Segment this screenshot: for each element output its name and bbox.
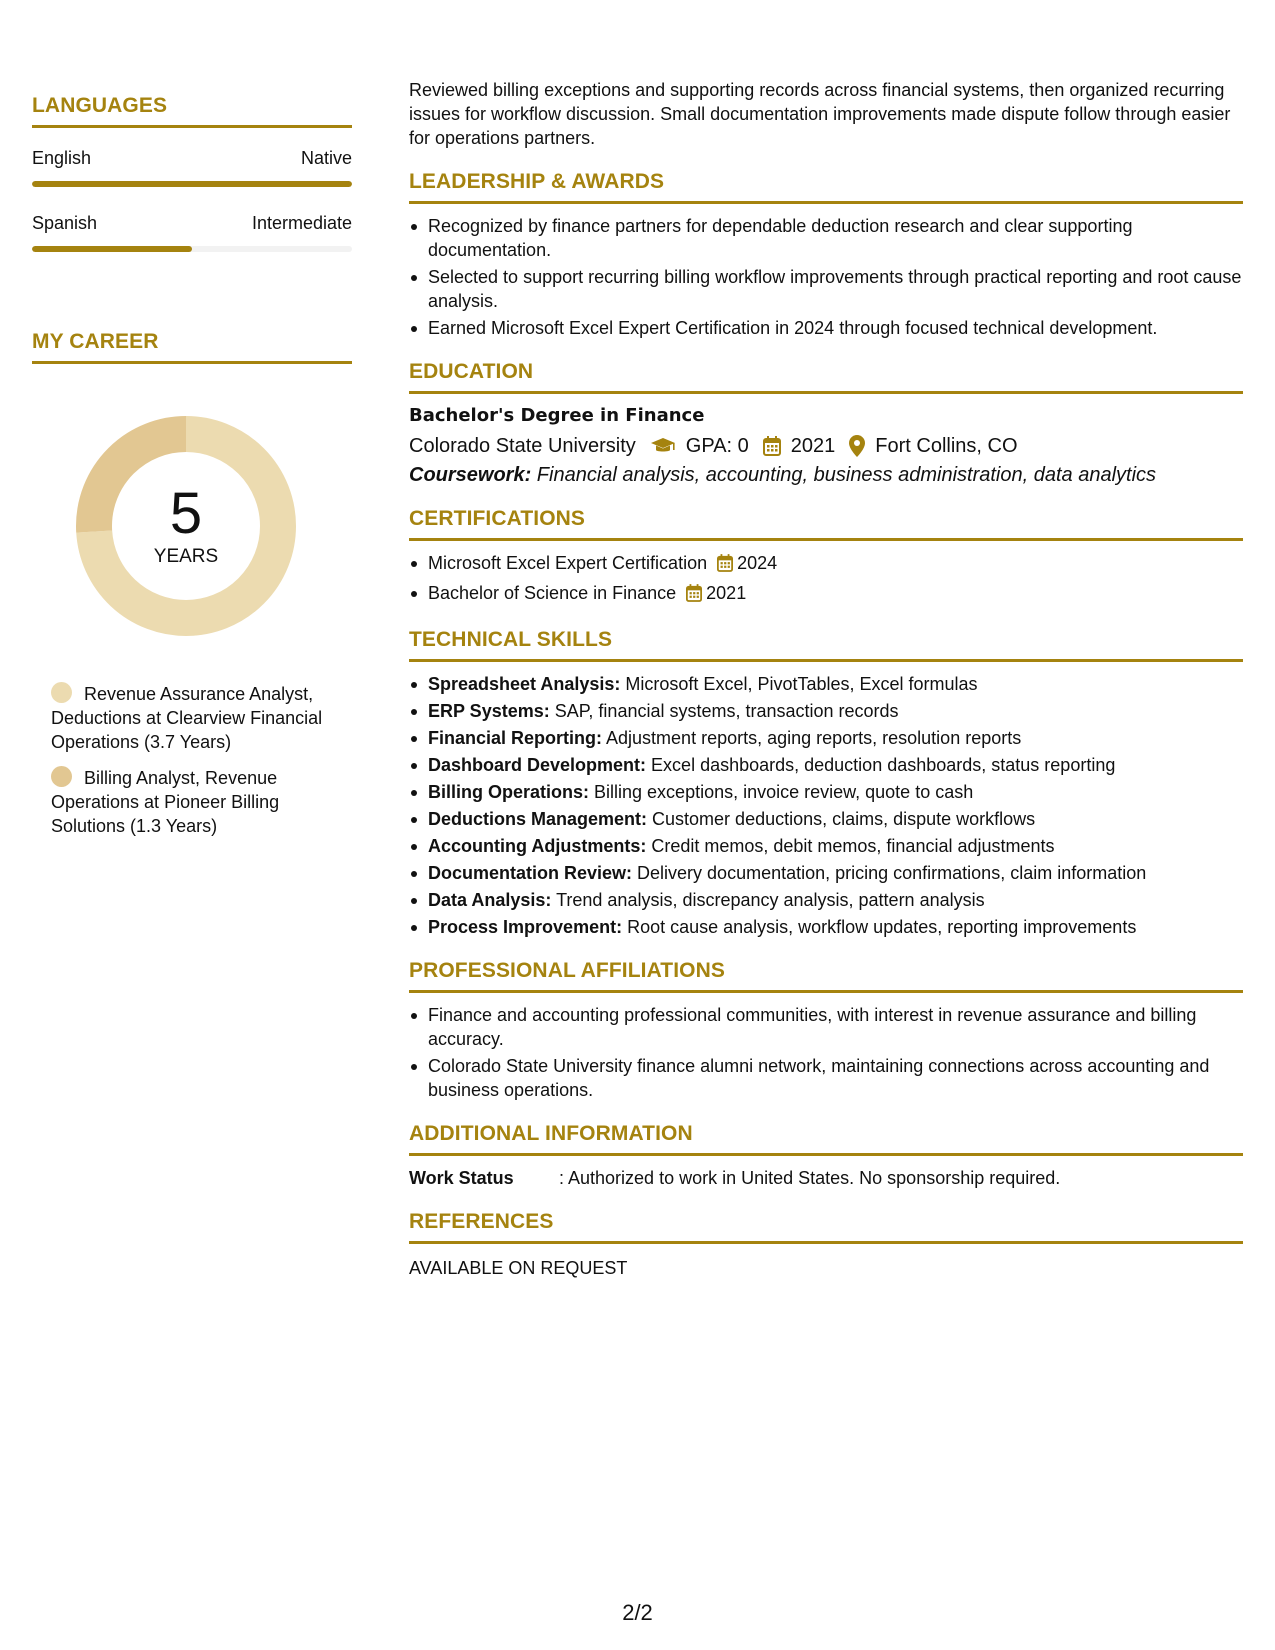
legend-dot <box>51 682 72 703</box>
career-role-item <box>51 766 341 838</box>
section-divider <box>409 990 1243 993</box>
skill-value: Customer deductions, claims, dispute workflows <box>647 809 1036 829</box>
skill-label: Data Analysis: <box>428 890 552 910</box>
skill-value: Excel dashboards, deduction dashboards, status reporting <box>646 755 1116 775</box>
skill-item <box>409 699 1243 723</box>
section-divider <box>32 361 352 364</box>
references-title: REFERENCES <box>409 1210 554 1233</box>
legend-dot <box>51 766 72 787</box>
work-status-value: : Authorized to work in United States. No sponsorship required. <box>559 1168 1061 1188</box>
work-status-row <box>409 1166 1243 1190</box>
section-divider <box>32 125 352 128</box>
total-years-value: 5 <box>169 481 203 546</box>
skill-label: Billing Operations: <box>428 782 590 802</box>
education-section <box>409 360 1243 487</box>
certification-name: Microsoft Excel Expert Certification <box>428 553 708 573</box>
section-divider <box>409 1153 1243 1156</box>
school-location: Fort Collins, CO <box>875 435 1018 457</box>
language-level: Intermediate <box>251 213 352 233</box>
skill-value: Credit memos, debit memos, financial adjustments <box>646 836 1055 856</box>
experience-description: Reviewed billing exceptions and supporting records across financial systems, then organized recurring issues for workflow discussion. Small documentation improvements made dispute follow through easier for operations partners. <box>409 80 1231 148</box>
list-item: Earned Microsoft Excel Expert Certification in 2024 through focused technical development. <box>409 316 1243 340</box>
list-item: Selected to support recurring billing workflow improvements through practical reporting and root cause analysis. <box>409 265 1243 313</box>
affiliations-list <box>409 1003 1243 1102</box>
language-item <box>32 148 352 187</box>
references-text: AVAILABLE ON REQUEST <box>409 1258 628 1278</box>
language-proficiency-fill <box>32 246 192 252</box>
career-role-item <box>51 682 341 754</box>
left-column <box>32 94 352 850</box>
skill-label: Documentation Review: <box>428 863 633 883</box>
gpa: GPA: 0 <box>685 435 749 457</box>
skill-item <box>409 888 1243 912</box>
leadership-title: LEADERSHIP & AWARDS <box>409 170 665 193</box>
coursework-text: Financial analysis, accounting, business administration, data analytics <box>531 464 1157 486</box>
skill-item <box>409 726 1243 750</box>
languages-section <box>32 94 352 252</box>
language-proficiency-bar <box>32 246 352 252</box>
languages-title: LANGUAGES <box>32 94 168 117</box>
skill-item <box>409 753 1243 777</box>
language-name: English <box>32 148 92 168</box>
list-item <box>409 551 1243 578</box>
section-divider <box>409 659 1243 662</box>
skill-value: Delivery documentation, pricing confirmations, claim information <box>632 863 1147 883</box>
certification-year: 2024 <box>737 553 778 573</box>
graduation-cap-icon <box>650 437 676 455</box>
career-role-text: Revenue Assurance Analyst, Deductions at Clearview Financial Operations (3.7 Years) <box>51 684 323 752</box>
education-details <box>409 434 1243 458</box>
school-name: Colorado State University <box>409 435 636 457</box>
career-donut-chart <box>66 406 306 646</box>
skill-label: Spreadsheet Analysis: <box>428 674 621 694</box>
coursework <box>409 463 1243 487</box>
career-title: MY CAREER <box>32 330 159 353</box>
list-item <box>409 581 1243 608</box>
skill-label: ERP Systems: <box>428 701 550 721</box>
skill-item <box>409 672 1243 696</box>
language-item <box>32 213 352 252</box>
leadership-section <box>409 170 1243 340</box>
certification-name: Bachelor of Science in Finance <box>428 583 677 603</box>
skill-value: Trend analysis, discrepancy analysis, pattern analysis <box>551 890 985 910</box>
skill-label: Dashboard Development: <box>428 755 647 775</box>
right-column <box>409 78 1243 1280</box>
calendar-icon <box>763 436 781 456</box>
leadership-list <box>409 214 1243 340</box>
donut-center <box>66 406 306 646</box>
list-item: Finance and accounting professional communities, with interest in revenue assurance and billing accuracy. <box>409 1003 1243 1051</box>
skill-item <box>409 861 1243 885</box>
skill-item <box>409 807 1243 831</box>
section-divider <box>409 201 1243 204</box>
skill-value: Root cause analysis, workflow updates, reporting improvements <box>622 917 1137 937</box>
section-divider <box>409 1241 1243 1244</box>
section-divider <box>409 391 1243 394</box>
skill-label: Process Improvement: <box>428 917 623 937</box>
list-item: Colorado State University finance alumni network, maintaining connections across accounting and business operations. <box>409 1054 1243 1102</box>
work-status-label: Work Status <box>409 1168 514 1188</box>
skill-label: Deductions Management: <box>428 809 648 829</box>
graduation-year: 2021 <box>790 435 836 457</box>
skill-value: Microsoft Excel, PivotTables, Excel formulas <box>620 674 978 694</box>
list-item: Recognized by finance partners for dependable deduction research and clear supporting documentation. <box>409 214 1243 262</box>
skill-item <box>409 915 1243 939</box>
career-role-text: Billing Analyst, Revenue Operations at Pioneer Billing Solutions (1.3 Years) <box>51 768 280 836</box>
total-years-unit: YEARS <box>153 546 219 567</box>
career-section <box>32 330 352 838</box>
calendar-icon <box>717 554 733 578</box>
page-number: 2/2 <box>622 1600 653 1625</box>
skills-list <box>409 672 1243 939</box>
certification-year: 2021 <box>706 583 747 603</box>
career-role-list <box>32 682 352 838</box>
degree-title: Bachelor's Degree in Finance <box>409 405 705 426</box>
section-divider <box>409 538 1243 541</box>
skill-value: Billing exceptions, invoice review, quote to cash <box>589 782 974 802</box>
map-pin-icon <box>849 435 865 457</box>
skill-item <box>409 834 1243 858</box>
skill-item <box>409 780 1243 804</box>
education-title: EDUCATION <box>409 360 534 383</box>
technical-skills-title: TECHNICAL SKILLS <box>409 628 613 651</box>
calendar-icon <box>686 584 702 608</box>
skill-value: Adjustment reports, aging reports, resolution reports <box>602 728 1022 748</box>
affiliations-section <box>409 959 1243 1102</box>
language-proficiency-bar <box>32 181 352 187</box>
language-level: Native <box>300 148 352 168</box>
coursework-label: Coursework: <box>409 464 532 486</box>
skill-label: Financial Reporting: <box>428 728 603 748</box>
skill-value: SAP, financial systems, transaction records <box>549 701 899 721</box>
technical-skills-section <box>409 628 1243 939</box>
additional-information-title: ADDITIONAL INFORMATION <box>409 1122 693 1145</box>
language-proficiency-fill <box>32 181 352 187</box>
language-name: Spanish <box>32 213 98 233</box>
skill-label: Accounting Adjustments: <box>428 836 647 856</box>
additional-information-section <box>409 1122 1243 1190</box>
certifications-title: CERTIFICATIONS <box>409 507 586 530</box>
references-section <box>409 1210 1243 1280</box>
affiliations-title: PROFESSIONAL AFFILIATIONS <box>409 959 725 982</box>
certifications-section <box>409 507 1243 608</box>
certifications-list <box>409 551 1243 608</box>
